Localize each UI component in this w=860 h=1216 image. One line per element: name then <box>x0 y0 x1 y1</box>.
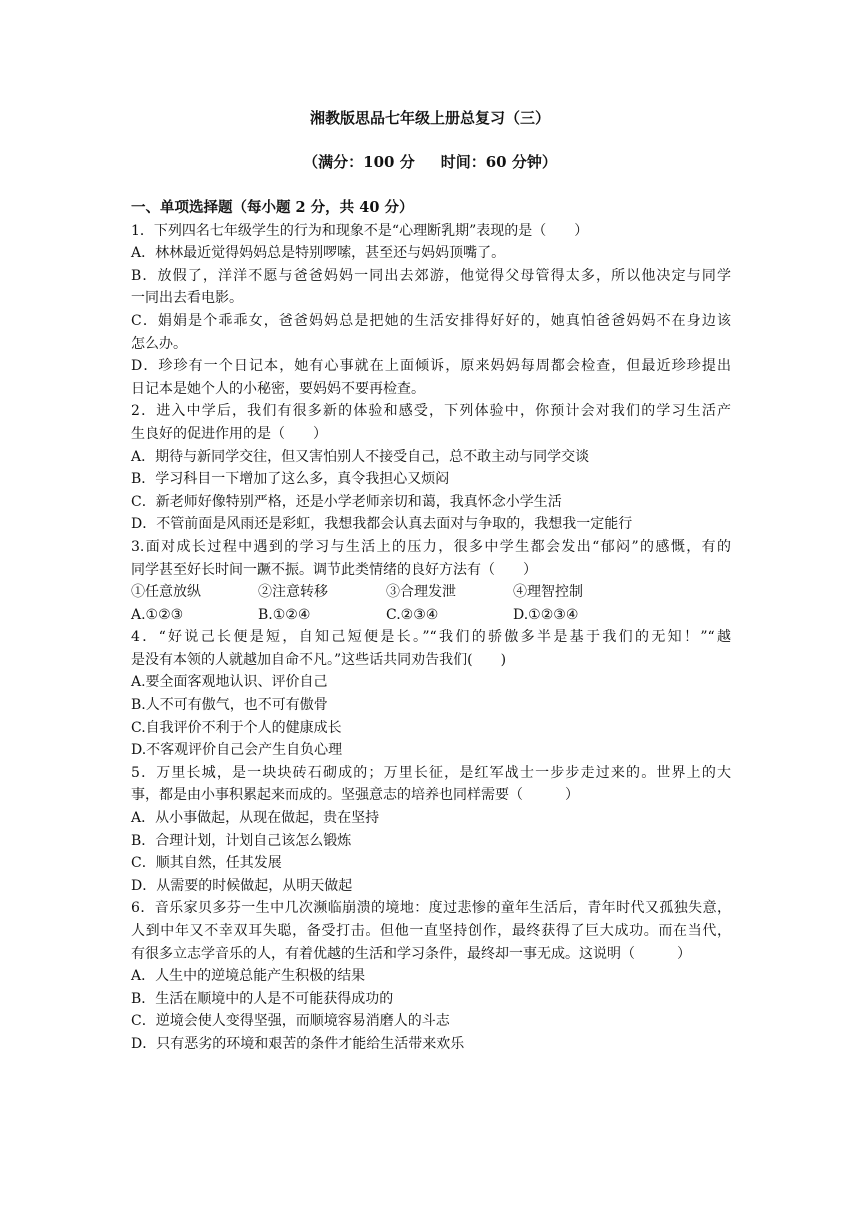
question-2-option-b: B．学习科目一下增加了这么多，真令我担心又烦闷 <box>131 471 450 488</box>
question-3-option-d: D.①②③④ <box>513 606 579 623</box>
question-6-option-d: D．只有恶劣的环境和艰苦的条件才能给生活带来欢乐 <box>131 1035 465 1052</box>
question-2-option-d: D．不管前面是风雨还是彩虹，我想我都会认真去面对与争取的，我想我一定能行 <box>131 516 633 533</box>
question-4-stem-cont: 是没有本领的人就越加自命不凡。”这些话共同劝告我们( ) <box>131 651 507 668</box>
question-1-option-c-cont: 怎么办。 <box>131 335 187 352</box>
question-6-option-c: C．逆境会使人变得坚强，而顺境容易消磨人的斗志 <box>131 1013 450 1030</box>
method-2: ②注意转移 <box>258 584 328 601</box>
document-title: 湘教版思品七年级上册总复习（三） <box>309 109 550 127</box>
question-5-option-c: C．顺其自然，任其发展 <box>131 855 282 872</box>
question-3-option-a: A.①②③ <box>131 606 184 623</box>
question-1-option-c: C．娟娟是个乖乖女，爸爸妈妈总是把她的生活安排得好好的，她真怕爸爸妈妈不在身边该 <box>131 312 731 329</box>
question-5-option-d: D．从需要的时候做起，从明天做起 <box>131 877 353 894</box>
question-6-stem-cont-2: 有很多立志学音乐的人，有着优越的生活和学习条件，最终却一事无成。这说明（ ） <box>131 945 691 962</box>
question-1-option-d-cont: 日记本是她个人的小秘密，要妈妈不要再检查。 <box>131 380 425 397</box>
exam-info <box>0 151 860 172</box>
question-6-option-a: A．人生中的逆境总能产生积极的结果 <box>131 968 366 985</box>
question-3-option-c: C.②③④ <box>386 606 439 623</box>
question-1-option-d: D．珍珍有一个日记本，她有心事就在上面倾诉，原来妈妈每周都会检查，但最近珍珍提出 <box>131 358 731 375</box>
question-6-option-b: B．生活在顺境中的人是不可能获得成功的 <box>131 990 394 1007</box>
question-3-options <box>131 604 731 627</box>
question-3-stem: 3.面对成长过程中遇到的学习与生活上的压力，很多中学生都会发出“郁闷”的感慨，有的 <box>131 538 731 555</box>
question-2-stem: 2．进入中学后，我们有很多新的体验和感受，下列体验中，你预计会对我们的学习生活产 <box>131 403 731 420</box>
question-4-option-b: B.人不可有傲气，也不可有傲骨 <box>131 697 328 714</box>
question-3-stem-cont: 同学甚至好长时间一蹶不振。调节此类情绪的良好方法有（ ） <box>131 561 537 578</box>
exam-content <box>131 197 731 1056</box>
question-5-stem: 5．万里长城，是一块块砖石砌成的；万里长征，是红军战士一步步走过来的。世界上的大 <box>131 764 731 781</box>
question-1-option-b-cont: 一同出去看电影。 <box>131 290 243 307</box>
question-4-option-a: A.要全面客观地认识、评价自己 <box>131 674 328 691</box>
question-3-option-b: B.①②④ <box>258 606 311 623</box>
question-5-option-b: B．合理计划，计划自己该怎么锻炼 <box>131 832 352 849</box>
section-heading: 一、单项选择题（每小题 2 分，共 40 分） <box>131 199 414 216</box>
question-2-option-c: C．新老师好像特别严格，还是小学老师亲切和蔼，我真怀念小学生活 <box>131 493 562 510</box>
question-2-stem-cont: 生良好的促进作用的是（ ） <box>131 425 327 442</box>
method-3: ③合理发泄 <box>386 584 456 601</box>
full-score: （满分：100 分 <box>303 153 415 171</box>
exam-time: 时间：60 分钟） <box>440 153 557 171</box>
method-4: ④理智控制 <box>513 584 583 601</box>
question-3-methods <box>131 581 731 604</box>
question-4-stem: 4．“好说己长便是短，自知己短便是长。”“我们的骄傲多半是基于我们的无知！”“越 <box>131 629 731 646</box>
question-4-option-c: C.自我评价不利于个人的健康成长 <box>131 719 342 736</box>
question-5-stem-cont: 事，都是由小事积累起来而成的。坚强意志的培养也同样需要（ ） <box>131 787 579 804</box>
question-1-stem: 1．下列四名七年级学生的行为和现象不是“心理断乳期”表现的是（ ） <box>131 222 589 239</box>
question-1-option-b: B．放假了，洋洋不愿与爸爸妈妈一同出去郊游，他觉得父母管得太多，所以他决定与同学 <box>131 267 731 284</box>
question-2-option-a: A．期待与新同学交往，但又害怕别人不接受自己，总不敢主动与同学交谈 <box>131 448 590 465</box>
question-6-stem-cont-1: 人到中年又不幸双耳失聪，备受打击。但他一直坚持创作，最终获得了巨大成功。而在当代， <box>131 923 731 939</box>
question-6-stem: 6．音乐家贝多芬一生中几次濒临崩溃的境地：度过悲惨的童年生活后，青年时代又孤独失意， <box>131 900 731 917</box>
question-4-option-d: D.不客观评价自己会产生自负心理 <box>131 742 343 759</box>
method-1: ①任意放纵 <box>131 584 201 601</box>
question-5-option-a: A．从小事做起，从现在做起，贵在坚持 <box>131 810 380 827</box>
question-1-option-a: A．林林最近觉得妈妈总是特别啰嗦，甚至还与妈妈顶嘴了。 <box>131 245 506 262</box>
